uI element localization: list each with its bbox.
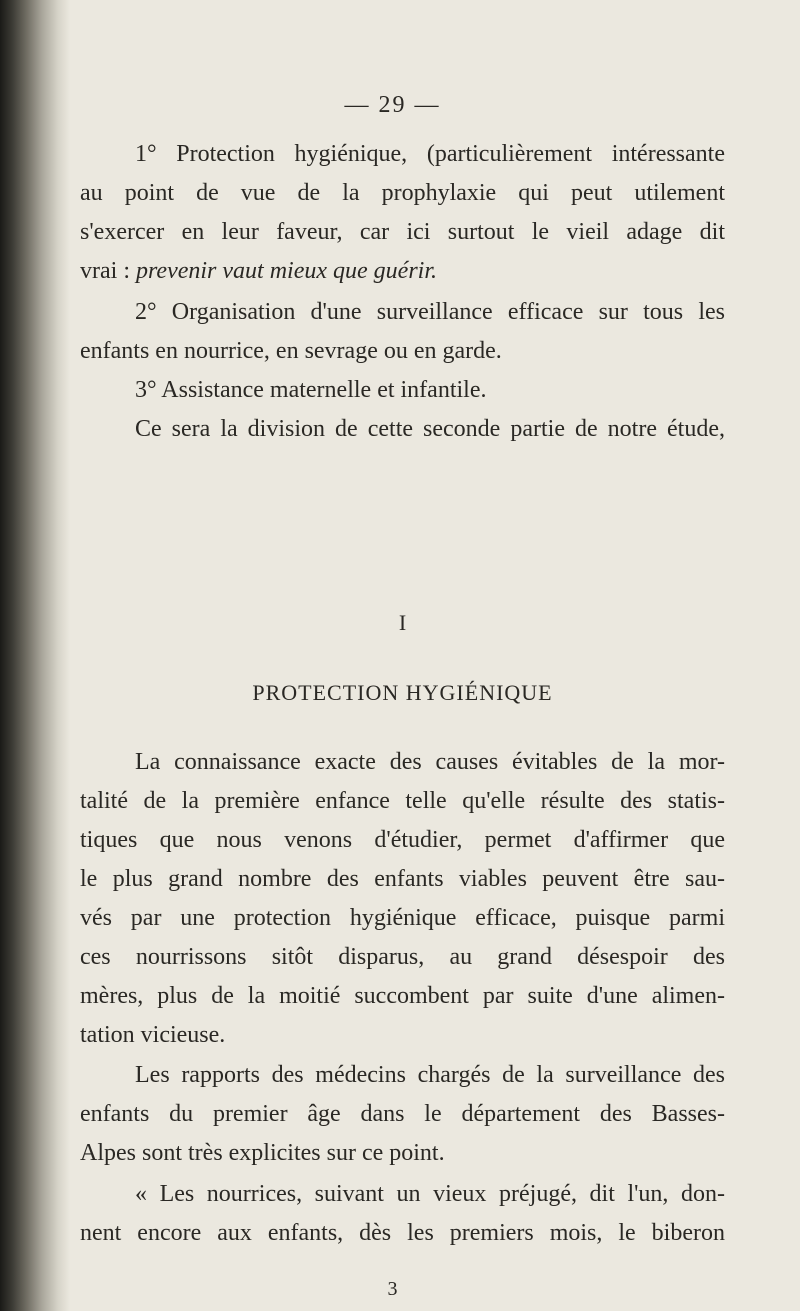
proverb-italic: prevenir vaut mieux que guérir. bbox=[135, 258, 438, 284]
text-line: La connaissance exacte des causes évitables de la mor- bbox=[135, 749, 725, 775]
text-line: s'exercer en leur faveur, car ici surtout le vieil adage dit bbox=[80, 219, 725, 245]
printer-signature-mark: 3 bbox=[387, 1278, 398, 1300]
text-line: talité de la première enfance telle qu'elle résulte des statis- bbox=[80, 788, 725, 814]
text-line: tiques que nous venons d'étudier, permet d'affirmer que bbox=[80, 827, 725, 853]
page-number: — 29 — bbox=[344, 92, 441, 118]
text-line: le plus grand nombre des enfants viables peuvent être sau- bbox=[80, 866, 725, 892]
text-line bbox=[80, 257, 437, 285]
text-line: tation vicieuse. bbox=[80, 1022, 226, 1048]
text-fragment: vrai : bbox=[80, 258, 136, 284]
text-line: Ce sera la division de cette seconde partie de notre étude, bbox=[135, 416, 725, 442]
document-page bbox=[80, 0, 780, 1311]
text-line: enfants du premier âge dans le département des Basses- bbox=[80, 1101, 725, 1127]
text-line: Alpes sont très explicites sur ce point. bbox=[80, 1140, 445, 1166]
text-line: enfants en nourrice, en sevrage ou en garde. bbox=[80, 338, 502, 364]
text-line: nent encore aux enfants, dès les premiers mois, le biberon bbox=[80, 1220, 725, 1246]
text-line: vés par une protection hygiénique efficace, puisque parmi bbox=[80, 905, 725, 931]
text-line: ces nourrissons sitôt disparus, au grand désespoir des bbox=[80, 944, 725, 970]
section-number: I bbox=[398, 610, 407, 635]
book-binding-edge bbox=[0, 0, 70, 1311]
text-line: « Les nourrices, suivant un vieux préjugé, dit l'un, don- bbox=[135, 1181, 725, 1207]
section-title: PROTECTION HYGIÉNIQUE bbox=[252, 680, 553, 705]
text-line: 1° Protection hygiénique, (particulièrement intéressante bbox=[135, 141, 725, 167]
text-line: Les rapports des médecins chargés de la surveillance des bbox=[135, 1062, 725, 1088]
text-line: 2° Organisation d'une surveillance efficace sur tous les bbox=[135, 299, 725, 325]
text-line: 3° Assistance maternelle et infantile. bbox=[135, 377, 487, 403]
text-line: au point de vue de la prophylaxie qui peut utilement bbox=[80, 180, 725, 206]
text-line: mères, plus de la moitié succombent par suite d'une alimen- bbox=[80, 983, 725, 1009]
